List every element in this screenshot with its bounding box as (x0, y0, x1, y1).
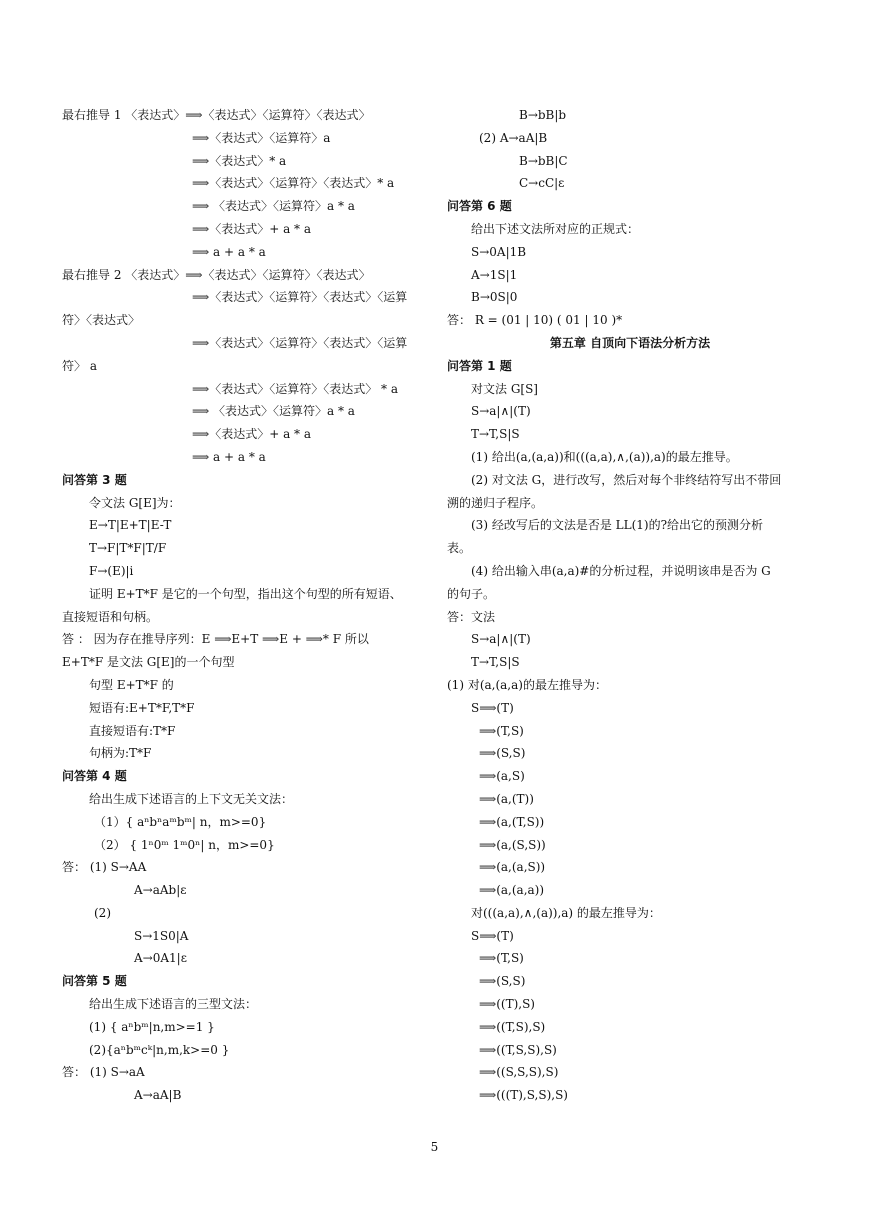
left-line (62, 218, 428, 241)
left-line (62, 606, 428, 629)
left-line (62, 309, 428, 332)
left-line (62, 674, 428, 697)
line-text: T→T,S|S (471, 655, 520, 670)
line-text: C→cC|ε (519, 176, 565, 191)
line-text: ⟹(S,S) (479, 974, 526, 989)
line-text: ⟹ 〈表达式〉〈运算符〉a * a (192, 404, 355, 419)
left-line (62, 264, 428, 287)
line-text: 答 ： 因为存在推导序列：E ⟹E+T ⟹E + ⟹* F 所以 (62, 632, 369, 647)
line-text: 问答第 6 题 (447, 199, 512, 214)
left-line (62, 651, 428, 674)
left-line (62, 720, 428, 743)
left-line (62, 834, 428, 857)
line-text: ⟹(a,(T)) (479, 791, 534, 806)
right-line (447, 697, 813, 720)
line-text: (2){aⁿbᵐcᵏ|n,m,k>=0 } (89, 1042, 230, 1057)
right-line (447, 264, 813, 287)
line-text: F→(E)|i (89, 563, 134, 578)
line-text: (1) 对(a,(a,a)的最左推导为： (447, 677, 607, 692)
right-line (447, 514, 813, 537)
line-text: E+T*F 是文法 G[E]的一个句型 (62, 655, 235, 670)
right-line (447, 332, 813, 355)
left-line (62, 583, 428, 606)
line-text: A→1S|1 (471, 267, 518, 282)
line-text: ⟹(T,S) (479, 723, 524, 738)
left-line (62, 423, 428, 446)
line-text: 第五章 自顶向下语法分析方法 (549, 335, 711, 350)
right-line (447, 925, 813, 948)
right-line (447, 834, 813, 857)
right-column (447, 104, 813, 1107)
left-line (62, 514, 428, 537)
right-line (447, 241, 813, 264)
line-text: B→bB|b (519, 108, 567, 122)
right-line (447, 811, 813, 834)
right-line (447, 765, 813, 788)
line-text: 答： R = (01 | 10) ( 01 | 10 )* (447, 313, 623, 328)
line-text: 直接短语和句柄。 (62, 609, 159, 624)
line-text: 的句子。 (447, 586, 496, 601)
right-line (447, 606, 813, 629)
line-text: ⟹〈表达式〉〈运算符〉〈表达式〉* a (192, 176, 395, 191)
right-line (447, 469, 813, 492)
line-text: (4) 给出输入串(a,a)#的分析过程，并说明该串是否为 G (471, 563, 771, 578)
line-text: 表。 (447, 541, 472, 556)
right-line (447, 856, 813, 879)
line-text: ⟹(S,S) (479, 746, 526, 761)
line-text: (1) { aⁿbᵐ|n,m>=1 } (89, 1019, 215, 1034)
right-line (447, 651, 813, 674)
left-line (62, 378, 428, 401)
line-text: 句型 E+T*F 的 (89, 677, 174, 692)
line-text: 符〉 a (62, 358, 97, 373)
right-line (447, 172, 813, 195)
line-text: 证明 E+T*F 是它的一个句型，指出这个句型的所有短语、 (89, 586, 402, 601)
line-text: 溯的递归子程序。 (447, 495, 544, 510)
line-text: S⟹(T) (471, 700, 514, 715)
line-text: (2) (94, 905, 111, 920)
right-line (447, 674, 813, 697)
left-line (62, 1061, 428, 1084)
left-line (62, 446, 428, 469)
left-line (62, 879, 428, 902)
line-text: E→T|E+T|E-T (89, 518, 172, 533)
right-line (447, 1016, 813, 1039)
left-line (62, 332, 428, 355)
right-line (447, 993, 813, 1016)
right-line (447, 1039, 813, 1062)
right-line (447, 537, 813, 560)
right-line (447, 788, 813, 811)
right-line (447, 378, 813, 401)
left-line (62, 537, 428, 560)
left-line (62, 150, 428, 173)
left-line (62, 947, 428, 970)
line-text: 答： (1) S→AA (62, 860, 147, 875)
line-text: ⟹〈表达式〉* a (192, 153, 287, 168)
line-text: 最右推导 1 〈表达式〉⟹〈表达式〉〈运算符〉〈表达式〉 (62, 108, 371, 122)
left-line (62, 195, 428, 218)
line-text: ⟹ a + a * a (192, 244, 266, 259)
left-line (62, 628, 428, 651)
line-text: 问答第 5 题 (62, 974, 127, 989)
line-text: ⟹〈表达式〉〈运算符〉a (192, 130, 331, 145)
line-text: 给出生成下述语言的上下文无关文法： (89, 791, 294, 806)
right-line (447, 560, 813, 583)
line-text: 最右推导 2 〈表达式〉⟹〈表达式〉〈运算符〉〈表达式〉 (62, 267, 371, 282)
line-text: ⟹((T,S),S) (479, 1019, 546, 1034)
line-text: (2) 对文法 G，进行改写，然后对每个非终结符写出不带回 (471, 472, 782, 487)
line-text: ⟹((T,S,S),S) (479, 1042, 557, 1057)
line-text: S→a|∧|(T) (471, 632, 531, 647)
line-text: ⟹(a,(S,S)) (479, 837, 546, 852)
line-text: ⟹(a,(a,S)) (479, 860, 546, 875)
line-text: ⟹〈表达式〉〈运算符〉〈表达式〉〈运算 (192, 290, 408, 305)
right-line (447, 309, 813, 332)
line-text: S→a|∧|(T) (471, 404, 531, 419)
line-text: ⟹(T,S) (479, 951, 524, 966)
line-text: (1) 给出(a,(a,a))和(((a,a),∧,(a)),a)的最左推导。 (471, 449, 738, 464)
right-line (447, 355, 813, 378)
left-column (62, 104, 428, 1107)
right-line (447, 423, 813, 446)
line-text: 答：文法 (447, 609, 496, 624)
line-text: ⟹〈表达式〉〈运算符〉〈表达式〉 * a (192, 381, 398, 396)
left-line (62, 765, 428, 788)
left-line (62, 993, 428, 1016)
right-line (447, 195, 813, 218)
line-text: 短语有:E+T*F,T*F (89, 700, 195, 715)
line-text: T→T,S|S (471, 427, 520, 442)
right-line (447, 492, 813, 515)
line-text: 问答第 1 题 (447, 358, 512, 373)
line-text: B→bB|C (519, 153, 568, 168)
right-line (447, 628, 813, 651)
right-line (447, 970, 813, 993)
line-text: ⟹ a + a * a (192, 449, 266, 464)
left-line (62, 1039, 428, 1062)
line-text: (3) 经改写后的文法是否是 LL(1)的?给出它的预测分析 (471, 518, 763, 533)
left-line (62, 172, 428, 195)
right-line (447, 400, 813, 423)
right-line (447, 720, 813, 743)
page-number: 5 (430, 1140, 439, 1154)
left-line (62, 742, 428, 765)
line-text: 句柄为:T*F (89, 746, 152, 761)
line-text: 符〉〈表达式〉 (62, 313, 141, 328)
right-line (447, 218, 813, 241)
line-text: S→0A|1B (471, 244, 527, 259)
right-line (447, 286, 813, 309)
line-text: A→0A1|ε (134, 951, 187, 966)
line-text: ⟹〈表达式〉〈运算符〉〈表达式〉〈运算 (192, 335, 408, 350)
left-line (62, 1084, 428, 1107)
line-text: ⟹〈表达式〉+ a * a (192, 427, 312, 442)
right-line (447, 583, 813, 606)
line-text: ⟹(((T),S,S),S) (479, 1088, 568, 1103)
left-line (62, 902, 428, 925)
line-text: ⟹(a,S) (479, 769, 525, 784)
line-text: S⟹(T) (471, 928, 514, 943)
right-line (447, 902, 813, 925)
right-line (447, 104, 813, 127)
right-line (447, 1084, 813, 1107)
left-line (62, 469, 428, 492)
line-text: S→1S0|A (134, 928, 189, 943)
right-line (447, 742, 813, 765)
line-text: 对文法 G[S] (471, 381, 538, 396)
left-line (62, 286, 428, 309)
left-line (62, 127, 428, 150)
left-line (62, 241, 428, 264)
left-line (62, 355, 428, 378)
line-text: 令文法 G[E]为： (89, 495, 181, 510)
left-line (62, 560, 428, 583)
line-text: A→aA|B (134, 1088, 182, 1103)
line-text: B→0S|0 (471, 290, 518, 305)
line-text: ⟹(a,(a,a)) (479, 883, 545, 898)
line-text: (2) A→aA|B (479, 130, 548, 145)
line-text: 问答第 4 题 (62, 769, 127, 784)
line-text: ⟹〈表达式〉+ a * a (192, 221, 312, 236)
left-line (62, 104, 428, 127)
line-text: 给出下述文法所对应的正规式： (471, 221, 640, 236)
line-text: ⟹((T),S) (479, 997, 535, 1012)
line-text: （2） { 1ⁿ0ᵐ 1ᵐ0ⁿ| n，m>=0} (94, 837, 275, 852)
line-text: ⟹((S,S,S),S) (479, 1065, 559, 1080)
left-line (62, 970, 428, 993)
right-line (447, 446, 813, 469)
line-text: 问答第 3 题 (62, 472, 127, 487)
right-line (447, 1061, 813, 1084)
left-line (62, 1016, 428, 1039)
left-line (62, 811, 428, 834)
line-text: （1）{ aⁿbⁿaᵐbᵐ| n，m>=0} (94, 814, 267, 829)
left-line (62, 400, 428, 423)
line-text: 直接短语有:T*F (89, 723, 176, 738)
line-text: T→F|T*F|T/F (89, 541, 167, 556)
line-text: 给出生成下述语言的三型文法： (89, 997, 258, 1012)
line-text: 对(((a,a),∧,(a)),a) 的最左推导为： (471, 905, 661, 920)
line-text: ⟹ 〈表达式〉〈运算符〉a * a (192, 199, 355, 214)
right-line (447, 150, 813, 173)
right-line (447, 947, 813, 970)
left-line (62, 856, 428, 879)
line-text: 答： (1) S→aA (62, 1065, 145, 1080)
left-line (62, 925, 428, 948)
left-line (62, 492, 428, 515)
left-line (62, 697, 428, 720)
left-line (62, 788, 428, 811)
line-text: A→aAb|ε (134, 883, 187, 898)
right-line (447, 127, 813, 150)
right-line (447, 879, 813, 902)
line-text: ⟹(a,(T,S)) (479, 814, 545, 829)
